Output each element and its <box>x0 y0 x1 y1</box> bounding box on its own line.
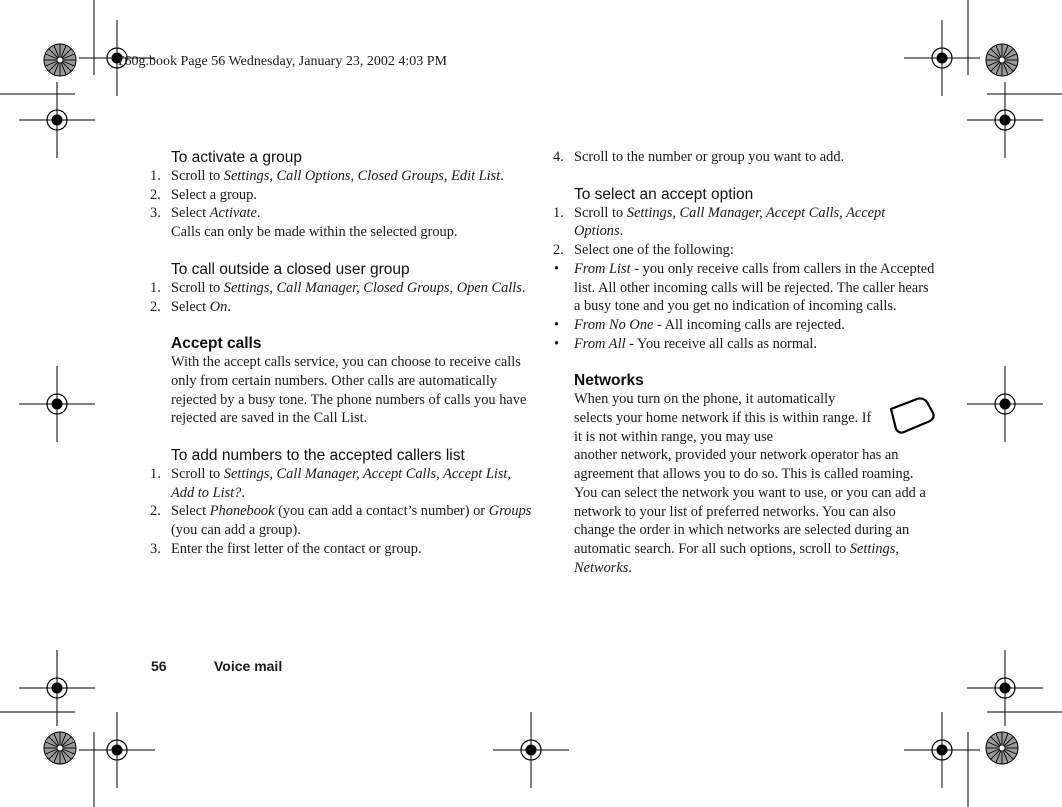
star-target <box>986 732 1018 764</box>
book-header: T60g.book Page 56 Wednesday, January 23, 2002 4:03 PM <box>116 54 447 69</box>
step: 1. Scroll to Settings, Call Manager, Closed Groups, Open Calls. <box>150 279 526 296</box>
page-number: 56 <box>151 658 167 674</box>
crosshair-mark <box>19 82 95 158</box>
heading-accept-option: To select an accept option <box>574 185 754 203</box>
crosshair-mark <box>904 712 980 788</box>
accept-option-list <box>553 260 937 354</box>
add-number-steps-continued <box>553 148 937 167</box>
star-target <box>44 44 76 76</box>
step: 3. Select Activate. Calls can only be made within the selected group. <box>150 205 458 241</box>
add-number-steps <box>150 465 534 559</box>
step: 2. Select one of the following: <box>553 242 734 259</box>
crosshair-mark <box>19 650 95 726</box>
crosshair-mark <box>493 712 569 788</box>
activate-steps <box>150 167 534 242</box>
crosshair-mark <box>19 366 95 442</box>
list-item: • From No One - All incoming calls are rejected. <box>554 316 845 333</box>
step: 4. Scroll to the number or group you want to add. <box>553 149 845 165</box>
footer-title: Voice mail <box>214 658 283 674</box>
crosshair-mark <box>967 82 1043 158</box>
networks-rest: another network, provided your network operator has an agreement that allows you to do so. This is called roaming. <box>574 447 914 483</box>
step: 1. Scroll to Settings, Call Options, Closed Groups, Edit List. <box>150 168 504 184</box>
operator-service-icon <box>887 396 937 436</box>
crosshair-mark <box>904 20 980 96</box>
heading-call-outside: To call outside a closed user group <box>171 260 410 278</box>
step: 3. Enter the first letter of the contact or group. <box>150 540 422 557</box>
star-target <box>44 732 76 764</box>
right-column <box>553 148 937 577</box>
heading-accept-calls: Accept calls <box>171 335 262 353</box>
step: 2. Select a group. <box>150 186 257 203</box>
step-note: Calls can only be made within the selected group. <box>171 224 458 241</box>
crosshair-mark <box>79 712 155 788</box>
star-target <box>986 44 1018 76</box>
networks-para2: You can select the network you want to use, or you can add a network to your list of preferred networks. You can also change the order in which networks are selected during an automatic search. For all such options, scroll to Settings, Networks. <box>574 484 926 576</box>
list-item: • From List - you only receive calls from callers in the Accepted list. All other incoming calls will be rejected. The caller hears a busy tone and you get no indication of incoming calls. <box>554 260 935 315</box>
accept-calls-body: With the accept calls service, you can choose to receive calls only from certain numbers. Other calls are automatically rejected by a busy tone. The phone numbers of calls you have rejected are saved in the Call List. <box>171 354 527 427</box>
list-item: • From All - You receive all calls as normal. <box>554 335 817 352</box>
left-column <box>150 148 534 559</box>
heading-activate-group: To activate a group <box>171 149 302 166</box>
step: 2. Select Phonebook (you can add a contact’s number) or Groups (you can add a group). <box>150 503 532 539</box>
heading-networks: Networks <box>574 372 644 390</box>
step: 1. Scroll to Settings, Call Manager, Accept Calls, Accept List, Add to List?. <box>150 466 512 501</box>
heading-add-numbers: To add numbers to the accepted callers list <box>171 447 465 465</box>
outside-steps <box>150 279 534 316</box>
step: 2. Select On. <box>150 298 231 315</box>
crosshair-mark <box>967 366 1043 442</box>
accept-option-steps <box>553 204 937 260</box>
step: 1. Scroll to Settings, Call Manager, Accept Calls, Accept Options. <box>553 204 886 240</box>
crosshair-mark <box>967 650 1043 726</box>
networks-body <box>574 390 937 577</box>
networks-lead: When you turn on the phone, it automatically selects your home network if this is within range. If it is not within range, you may use <box>574 391 872 445</box>
